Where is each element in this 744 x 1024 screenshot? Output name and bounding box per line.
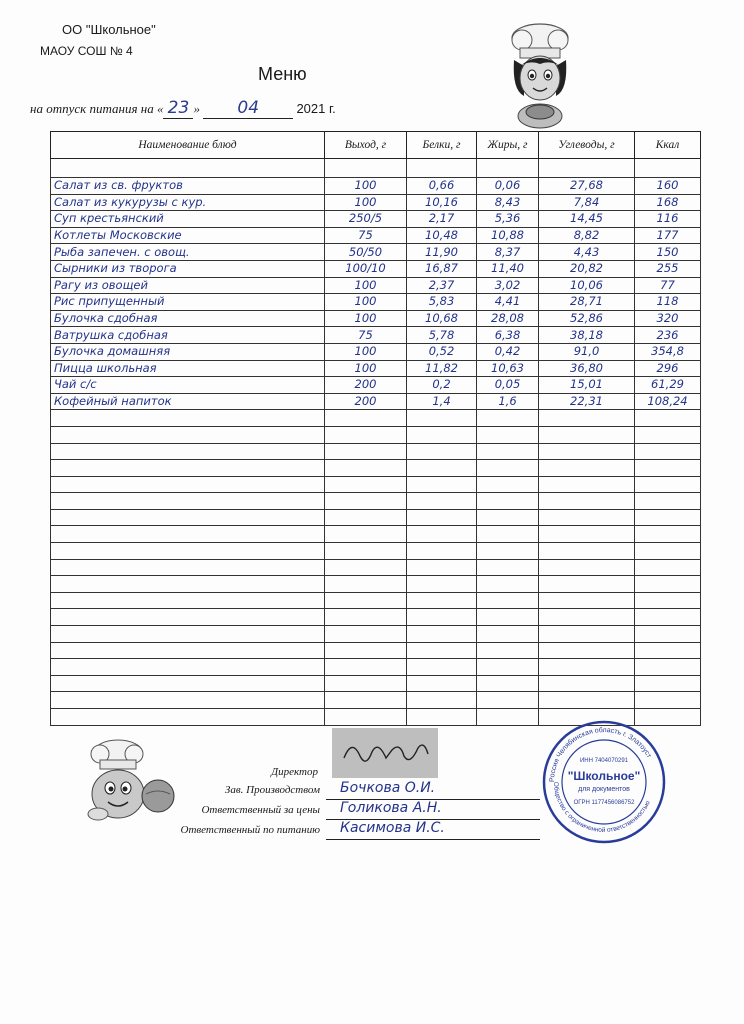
cell-fat: 10,88 bbox=[477, 227, 539, 244]
cell-protein: 10,48 bbox=[407, 227, 477, 244]
table-cell-empty bbox=[325, 692, 407, 709]
table-cell-empty bbox=[51, 642, 325, 659]
table-row-empty bbox=[51, 509, 701, 526]
cell-portion: 200 bbox=[325, 393, 407, 410]
table-cell-empty bbox=[539, 443, 635, 460]
cell-dish-name: Котлеты Московские bbox=[51, 227, 325, 244]
table-cell-empty bbox=[325, 410, 407, 427]
table-cell-empty bbox=[325, 559, 407, 576]
table-cell-empty bbox=[325, 642, 407, 659]
cell-portion: 200 bbox=[325, 377, 407, 394]
cell-portion: 75 bbox=[325, 227, 407, 244]
table-cell-empty bbox=[407, 426, 477, 443]
cell-kcal: 255 bbox=[635, 260, 701, 277]
table-cell-empty bbox=[635, 659, 701, 676]
food-name: Касимова И.С. bbox=[340, 820, 445, 836]
cell-fat: 6,38 bbox=[477, 327, 539, 344]
table-cell-empty bbox=[407, 626, 477, 643]
table-row-empty bbox=[51, 493, 701, 510]
table-cell-empty bbox=[477, 426, 539, 443]
table-cell-empty bbox=[635, 159, 701, 178]
cell-fat: 4,41 bbox=[477, 294, 539, 311]
table-cell-empty bbox=[539, 626, 635, 643]
table-cell-empty bbox=[51, 426, 325, 443]
signature-row-food bbox=[150, 820, 550, 840]
cell-portion: 100 bbox=[325, 360, 407, 377]
table-row-empty bbox=[51, 426, 701, 443]
column-header-kcal: Ккал bbox=[635, 132, 701, 159]
table-cell-empty bbox=[539, 410, 635, 427]
cell-carbs: 28,71 bbox=[539, 294, 635, 311]
table-cell-empty bbox=[635, 443, 701, 460]
cell-protein: 0,2 bbox=[407, 377, 477, 394]
table-cell-empty bbox=[635, 576, 701, 593]
table-cell-empty bbox=[635, 426, 701, 443]
table-cell-empty bbox=[51, 509, 325, 526]
cell-portion: 100 bbox=[325, 294, 407, 311]
table-row-empty bbox=[51, 559, 701, 576]
cell-carbs: 91,0 bbox=[539, 343, 635, 360]
cell-portion: 100 bbox=[325, 178, 407, 195]
director-label: Директор bbox=[271, 766, 318, 778]
cell-protein: 5,78 bbox=[407, 327, 477, 344]
cell-portion: 100/10 bbox=[325, 260, 407, 277]
table-cell-empty bbox=[477, 709, 539, 726]
table-cell-empty bbox=[51, 476, 325, 493]
date-year: 2021 г. bbox=[296, 101, 336, 116]
table-cell-empty bbox=[407, 443, 477, 460]
table-cell-empty bbox=[51, 543, 325, 560]
table-cell-empty bbox=[325, 659, 407, 676]
menu-table bbox=[50, 131, 701, 726]
table-row bbox=[51, 211, 701, 228]
table-row bbox=[51, 227, 701, 244]
cell-portion: 100 bbox=[325, 194, 407, 211]
cell-fat: 11,40 bbox=[477, 260, 539, 277]
table-cell-empty bbox=[51, 460, 325, 477]
cell-protein: 2,17 bbox=[407, 211, 477, 228]
cell-dish-name: Чай с/с bbox=[51, 377, 325, 394]
table-cell-empty bbox=[477, 659, 539, 676]
table-cell-empty bbox=[635, 692, 701, 709]
table-cell-empty bbox=[477, 543, 539, 560]
cell-dish-name: Рыба запечен. с овощ. bbox=[51, 244, 325, 261]
table-cell-empty bbox=[407, 543, 477, 560]
table-row bbox=[51, 327, 701, 344]
table-row-empty bbox=[51, 543, 701, 560]
table-cell-empty bbox=[407, 592, 477, 609]
table-cell-empty bbox=[325, 626, 407, 643]
table-cell-empty bbox=[325, 493, 407, 510]
table-row bbox=[51, 360, 701, 377]
table-cell-empty bbox=[635, 642, 701, 659]
cell-fat: 1,6 bbox=[477, 393, 539, 410]
table-row bbox=[51, 178, 701, 195]
cell-protein: 0,66 bbox=[407, 178, 477, 195]
table-row-empty bbox=[51, 476, 701, 493]
table-cell-empty bbox=[51, 709, 325, 726]
cell-protein: 11,82 bbox=[407, 360, 477, 377]
stamp-center-name: "Школьное" bbox=[567, 769, 641, 783]
cell-kcal: 160 bbox=[635, 178, 701, 195]
table-cell-empty bbox=[477, 476, 539, 493]
cell-fat: 0,42 bbox=[477, 343, 539, 360]
table-cell-empty bbox=[477, 609, 539, 626]
table-cell-empty bbox=[325, 443, 407, 460]
table-cell-empty bbox=[325, 675, 407, 692]
table-cell-empty bbox=[325, 576, 407, 593]
cell-carbs: 14,45 bbox=[539, 211, 635, 228]
table-cell-empty bbox=[477, 460, 539, 477]
cell-portion: 250/5 bbox=[325, 211, 407, 228]
table-cell-empty bbox=[635, 675, 701, 692]
table-cell-empty bbox=[407, 526, 477, 543]
cell-carbs: 22,31 bbox=[539, 393, 635, 410]
table-cell-empty bbox=[539, 476, 635, 493]
cell-dish-name: Салат из кукурузы с кур. bbox=[51, 194, 325, 211]
table-cell-empty bbox=[477, 410, 539, 427]
table-cell-empty bbox=[477, 493, 539, 510]
cell-fat: 8,37 bbox=[477, 244, 539, 261]
stamp-center-sub: для документов bbox=[578, 786, 630, 793]
table-row-empty bbox=[51, 460, 701, 477]
column-header-dish: Наименование блюд bbox=[51, 132, 325, 159]
column-header-protein: Белки, г bbox=[407, 132, 477, 159]
cell-fat: 5,36 bbox=[477, 211, 539, 228]
menu-table-body bbox=[51, 159, 701, 726]
cell-protein: 5,83 bbox=[407, 294, 477, 311]
table-cell-empty bbox=[539, 576, 635, 593]
food-label: Ответственный по питанию bbox=[180, 824, 320, 836]
table-cell-empty bbox=[635, 526, 701, 543]
table-row-empty bbox=[51, 592, 701, 609]
table-row bbox=[51, 393, 701, 410]
organization-name: ОО "Школьное" bbox=[62, 22, 156, 37]
table-cell-empty bbox=[539, 659, 635, 676]
production-label: Зав. Производством bbox=[224, 784, 320, 796]
table-header-row bbox=[51, 132, 701, 159]
table-cell-empty bbox=[325, 476, 407, 493]
table-cell-empty bbox=[539, 526, 635, 543]
table-cell-empty bbox=[407, 493, 477, 510]
cell-dish-name: Пицца школьная bbox=[51, 360, 325, 377]
table-cell-empty bbox=[325, 526, 407, 543]
cell-dish-name: Булочка домашняя bbox=[51, 343, 325, 360]
date-month: 04 bbox=[237, 98, 260, 118]
table-row-empty bbox=[51, 526, 701, 543]
cell-portion: 75 bbox=[325, 327, 407, 344]
table-cell-empty bbox=[477, 642, 539, 659]
table-row bbox=[51, 277, 701, 294]
cell-portion: 100 bbox=[325, 310, 407, 327]
table-cell-empty bbox=[407, 576, 477, 593]
date-quote: » bbox=[193, 101, 200, 116]
table-cell-empty bbox=[51, 443, 325, 460]
table-cell-empty bbox=[635, 592, 701, 609]
table-cell-empty bbox=[539, 509, 635, 526]
table-cell-empty bbox=[51, 626, 325, 643]
table-cell-empty bbox=[407, 692, 477, 709]
table-cell-empty bbox=[477, 159, 539, 178]
table-cell-empty bbox=[477, 626, 539, 643]
table-cell-empty bbox=[325, 509, 407, 526]
table-cell-empty bbox=[51, 576, 325, 593]
chef-girl-illustration bbox=[500, 20, 580, 132]
table-cell-empty bbox=[635, 509, 701, 526]
table-cell-empty bbox=[477, 559, 539, 576]
table-cell-empty bbox=[51, 493, 325, 510]
table-cell-empty bbox=[407, 159, 477, 178]
column-header-portion: Выход, г bbox=[325, 132, 407, 159]
date-day: 23 bbox=[167, 98, 190, 118]
cell-protein: 0,52 bbox=[407, 343, 477, 360]
cell-protein: 11,90 bbox=[407, 244, 477, 261]
company-stamp bbox=[540, 718, 668, 846]
cell-kcal: 168 bbox=[635, 194, 701, 211]
column-header-carbs: Углеводы, г bbox=[539, 132, 635, 159]
table-row bbox=[51, 260, 701, 277]
table-cell-empty bbox=[407, 559, 477, 576]
table-row-empty bbox=[51, 576, 701, 593]
table-cell-empty bbox=[51, 592, 325, 609]
stamp-ring-bottom-text: Общество с ограниченной ответственностью bbox=[551, 781, 652, 835]
table-row bbox=[51, 310, 701, 327]
table-cell-empty bbox=[477, 576, 539, 593]
table-cell-empty bbox=[477, 675, 539, 692]
prices-label: Ответственный за цены bbox=[201, 804, 320, 816]
cell-portion: 100 bbox=[325, 277, 407, 294]
cell-protein: 1,4 bbox=[407, 393, 477, 410]
cell-protein: 16,87 bbox=[407, 260, 477, 277]
cell-carbs: 15,01 bbox=[539, 377, 635, 394]
table-cell-empty bbox=[51, 410, 325, 427]
table-cell-empty bbox=[539, 692, 635, 709]
table-cell-empty bbox=[477, 592, 539, 609]
table-row-empty bbox=[51, 692, 701, 709]
production-name: Бочкова О.И. bbox=[340, 780, 436, 796]
cell-fat: 10,63 bbox=[477, 360, 539, 377]
table-cell-empty bbox=[325, 460, 407, 477]
cell-dish-name: Кофейный напиток bbox=[51, 393, 325, 410]
table-cell-empty bbox=[477, 692, 539, 709]
table-row-empty bbox=[51, 626, 701, 643]
table-cell-empty bbox=[635, 476, 701, 493]
table-row bbox=[51, 377, 701, 394]
cell-protein: 10,68 bbox=[407, 310, 477, 327]
cell-kcal: 150 bbox=[635, 244, 701, 261]
table-cell-empty bbox=[539, 609, 635, 626]
cell-carbs: 8,82 bbox=[539, 227, 635, 244]
table-row-empty bbox=[51, 675, 701, 692]
cell-protein: 2,37 bbox=[407, 277, 477, 294]
table-cell-empty bbox=[539, 642, 635, 659]
table-row-empty bbox=[51, 642, 701, 659]
table-cell-empty bbox=[325, 592, 407, 609]
table-cell-empty bbox=[51, 526, 325, 543]
cell-carbs: 4,43 bbox=[539, 244, 635, 261]
cell-kcal: 118 bbox=[635, 294, 701, 311]
table-cell-empty bbox=[407, 476, 477, 493]
cell-carbs: 7,84 bbox=[539, 194, 635, 211]
document-title: Меню bbox=[258, 64, 307, 84]
table-cell-empty bbox=[325, 709, 407, 726]
signature-line bbox=[326, 839, 540, 840]
signature-row-prices bbox=[150, 800, 550, 820]
column-header-fat: Жиры, г bbox=[477, 132, 539, 159]
stamp-inn: ИНН 7404070291 bbox=[579, 758, 629, 764]
cell-carbs: 52,86 bbox=[539, 310, 635, 327]
cell-kcal: 320 bbox=[635, 310, 701, 327]
cell-fat: 0,05 bbox=[477, 377, 539, 394]
table-cell-empty bbox=[407, 609, 477, 626]
cell-dish-name: Сырники из творога bbox=[51, 260, 325, 277]
table-cell-empty bbox=[539, 543, 635, 560]
table-cell-empty bbox=[477, 509, 539, 526]
table-cell-empty bbox=[477, 443, 539, 460]
cell-fat: 28,08 bbox=[477, 310, 539, 327]
date-prefix: на отпуск питания на « bbox=[30, 101, 164, 116]
table-cell-empty bbox=[635, 559, 701, 576]
cell-fat: 3,02 bbox=[477, 277, 539, 294]
table-cell-empty bbox=[635, 609, 701, 626]
table-cell-empty bbox=[51, 692, 325, 709]
cell-kcal: 77 bbox=[635, 277, 701, 294]
date-line bbox=[30, 98, 336, 119]
table-cell-empty bbox=[635, 460, 701, 477]
table-cell-empty bbox=[51, 609, 325, 626]
table-row-empty bbox=[51, 443, 701, 460]
cell-kcal: 108,24 bbox=[635, 393, 701, 410]
table-cell-empty bbox=[325, 159, 407, 178]
table-cell-empty bbox=[407, 410, 477, 427]
table-cell-empty bbox=[325, 609, 407, 626]
cell-fat: 8,43 bbox=[477, 194, 539, 211]
prices-name: Голикова А.Н. bbox=[340, 800, 442, 816]
table-row bbox=[51, 343, 701, 360]
cell-dish-name: Ватрушка сдобная bbox=[51, 327, 325, 344]
table-cell-empty bbox=[407, 642, 477, 659]
cell-carbs: 20,82 bbox=[539, 260, 635, 277]
cell-carbs: 38,18 bbox=[539, 327, 635, 344]
table-cell-empty bbox=[407, 509, 477, 526]
table-cell-empty bbox=[51, 675, 325, 692]
table-row-empty bbox=[51, 659, 701, 676]
table-cell-empty bbox=[51, 559, 325, 576]
table-cell-empty bbox=[539, 675, 635, 692]
table-cell-empty bbox=[325, 426, 407, 443]
table-row bbox=[51, 194, 701, 211]
school-name: МАОУ СОШ № 4 bbox=[40, 44, 133, 58]
stamp-ogrn: ОГРН 1177456086752 bbox=[573, 800, 635, 806]
cell-kcal: 61,29 bbox=[635, 377, 701, 394]
table-cell-empty bbox=[539, 426, 635, 443]
cell-kcal: 236 bbox=[635, 327, 701, 344]
table-row-spacer bbox=[51, 159, 701, 178]
table-cell-empty bbox=[539, 460, 635, 477]
cell-dish-name: Суп крестьянский bbox=[51, 211, 325, 228]
cell-dish-name: Рис припущенный bbox=[51, 294, 325, 311]
table-cell-empty bbox=[51, 659, 325, 676]
cell-carbs: 10,06 bbox=[539, 277, 635, 294]
table-cell-empty bbox=[635, 543, 701, 560]
table-cell-empty bbox=[539, 592, 635, 609]
table-cell-empty bbox=[539, 159, 635, 178]
table-cell-empty bbox=[539, 493, 635, 510]
table-cell-empty bbox=[539, 559, 635, 576]
cell-kcal: 296 bbox=[635, 360, 701, 377]
cell-dish-name: Рагу из овощей bbox=[51, 277, 325, 294]
cell-portion: 100 bbox=[325, 343, 407, 360]
table-row bbox=[51, 244, 701, 261]
cell-kcal: 177 bbox=[635, 227, 701, 244]
table-cell-empty bbox=[51, 159, 325, 178]
table-cell-empty bbox=[407, 709, 477, 726]
signature-row-production bbox=[150, 780, 550, 800]
stamp-ring-top-text: Россия Челябинская область г. Златоуст bbox=[548, 726, 653, 783]
table-row-empty bbox=[51, 410, 701, 427]
table-cell-empty bbox=[407, 675, 477, 692]
cell-kcal: 116 bbox=[635, 211, 701, 228]
table-cell-empty bbox=[325, 543, 407, 560]
table-cell-empty bbox=[635, 410, 701, 427]
table-cell-empty bbox=[477, 526, 539, 543]
cell-fat: 0,06 bbox=[477, 178, 539, 195]
table-cell-empty bbox=[635, 493, 701, 510]
table-row-empty bbox=[51, 609, 701, 626]
cell-dish-name: Булочка сдобная bbox=[51, 310, 325, 327]
cell-dish-name: Салат из св. фруктов bbox=[51, 178, 325, 195]
cell-protein: 10,16 bbox=[407, 194, 477, 211]
cell-carbs: 27,68 bbox=[539, 178, 635, 195]
cell-kcal: 354,8 bbox=[635, 343, 701, 360]
table-cell-empty bbox=[407, 659, 477, 676]
cell-portion: 50/50 bbox=[325, 244, 407, 261]
table-cell-empty bbox=[407, 460, 477, 477]
table-row bbox=[51, 294, 701, 311]
table-cell-empty bbox=[635, 626, 701, 643]
cell-carbs: 36,80 bbox=[539, 360, 635, 377]
